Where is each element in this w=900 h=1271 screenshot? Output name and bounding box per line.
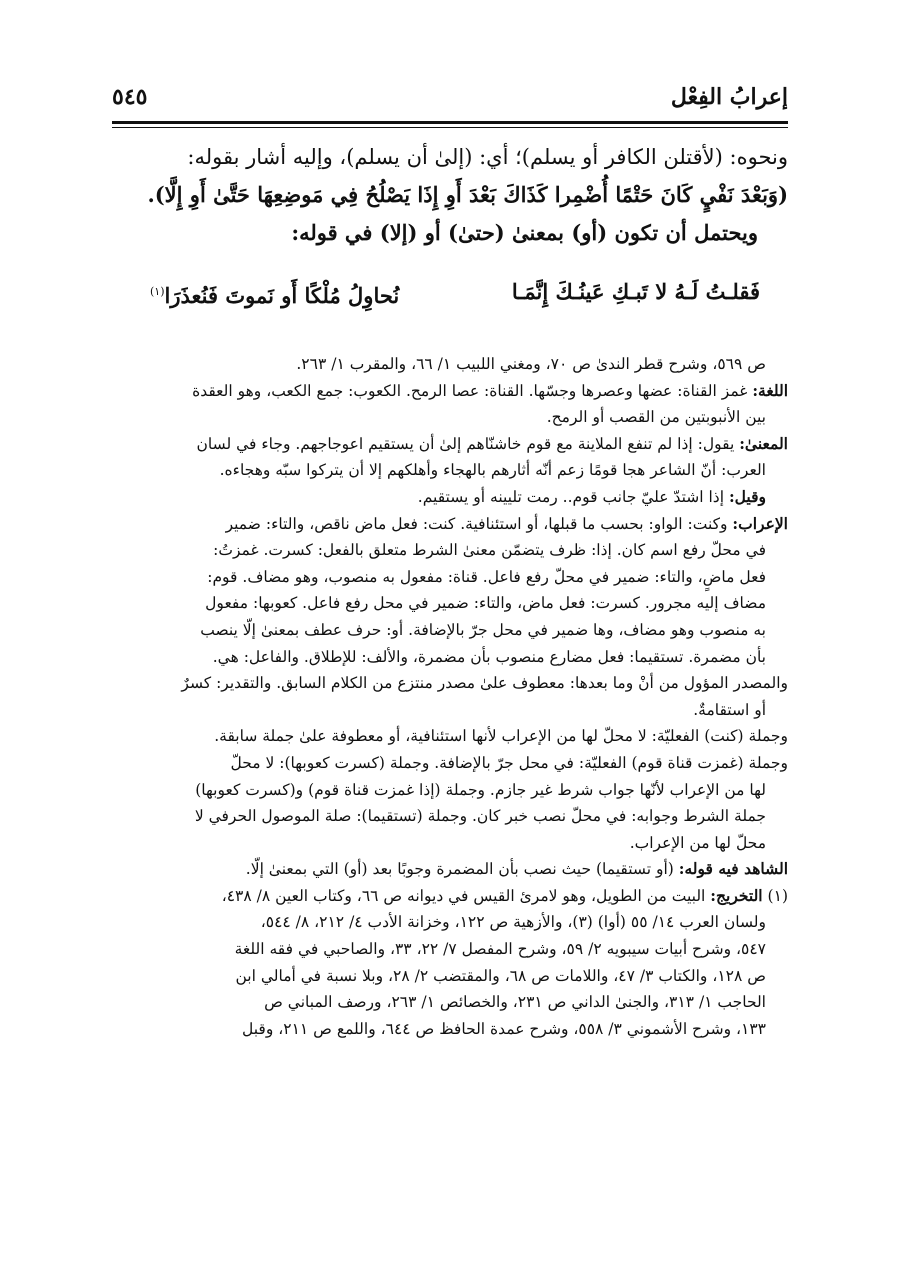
note-takhrij-2: ولسان العرب ١٤/ ٥٥ (أوا) (٣)، والأزهية ص ١٢٢، وخزانة الأدب ٤/ ٢١٢، ٨/ ٥٤٤، xyxy=(260,913,766,932)
note-takhrij-5: الحاجب ١/ ٣١٣، والجنىٰ الداني ص ٢٣١، والخصائص ١/ ٢٦٣، ورصف المباني ص xyxy=(264,993,766,1012)
poem-verse xyxy=(150,272,760,316)
main-text xyxy=(112,138,788,252)
qila-label: وقيل: xyxy=(728,486,766,506)
note-takhrij-6: ١٣٣، وشرح الأشموني ٣/ ٥٥٨، وشرح عمدة الحافظ ص ٦٤٤، واللمع ص ٢١١، وقبل xyxy=(242,1019,766,1038)
note-irab-6: بأن مضمرة. تستقيما: فعل مضارع منصوب بأن مضمرة، والألف: للإطلاق. والفاعل: هي. xyxy=(212,647,766,666)
note-jumla-5: محلّ لها من الإعراب. xyxy=(629,833,766,852)
maana-label: المعنىٰ: xyxy=(739,433,788,453)
note-jumla-4: جملة الشرط وجوابه: في محلّ نصب خبر كان. وجملة (تستقيما): صلة الموصول الحرفي لا xyxy=(194,807,766,826)
note-lugha-2: بين الأنبوبتين من القصب أو الرمح. xyxy=(546,408,766,427)
note-irab-3: فعل ماضٍ، والتاء: ضمير في محلّ رفع فاعل. قناة: مفعول به منصوب، وهو مضاف. قوم: xyxy=(207,567,766,586)
main-line-2-verse: (وَبَعْدَ نَفْيٍ كَانَ حَتْمًا أُضْمِرا كَذَاكَ بَعْدَ أَوِ إِذَا يَصْلُحُ فِي مَوضِعِهَا حَتَّىٰ أَوِ إِلَّا). xyxy=(147,182,788,207)
note-lugha: اللغة: غمز القناة: عضها وعصرها وجسّها. القناة: عصا الرمح. الكعوب: جمع الكعب، وهو العقدة xyxy=(192,380,788,400)
takhrij-label: التخريج: xyxy=(710,885,763,905)
note-takhrij-4: ص ١٢٨، والكتاب ٣/ ٤٧، واللامات ص ٦٨، والمقتضب ٢/ ٢٨، وبلا نسبة في أمالي ابن xyxy=(235,966,766,985)
footnote-number: (١) xyxy=(767,886,788,905)
note-takhrij: (١) التخريج: البيت من الطويل، وهو لامرئ القيس في ديوانه ص ٦٦، وكتاب العين ٨/ ٤٣٨، xyxy=(221,885,788,905)
note-jumla-1: وجملة (كنت) الفعليّة: لا محلّ لها من الإعراب لأنها استئنافية، أو معطوفة علىٰ جملة سابقة. xyxy=(214,727,788,746)
page-number: ٥٤٥ xyxy=(112,84,148,110)
main-line-1: ونحوه: (لأقتلن الكافر أو يسلم)؛ أي: (إلىٰ أن يسلم)، وإليه أشار بقوله: xyxy=(187,145,788,169)
note-maana: المعنىٰ: يقول: إذا لم تنفع الملاينة مع قوم خاشنّاهم إلىٰ أن يستقيم اعوجاجهم. وجاء في لسان xyxy=(196,433,788,453)
shahid-label: الشاهد فيه قوله: xyxy=(678,859,788,879)
note-irab-8: أو استقامةٌ. xyxy=(693,700,766,719)
poem-hemistich-1: فَقلـتُ لَـهُ لا تَبـكِ عَينُـكَ إِنَّمَـا xyxy=(511,279,760,304)
footnotes xyxy=(112,351,788,1042)
irab-label: الإعراب: xyxy=(732,513,788,533)
header-rule-thick xyxy=(112,121,788,124)
note-jumla-3: لها من الإعراب لأنّها جواب شرط غير جازم. وجملة (إذا غمزت قناة قوم) و(كسرت كعوبها) xyxy=(195,780,766,799)
header-rule-thin xyxy=(112,127,788,128)
note-irab-2: في محلّ رفع اسم كان. إذا: ظرف يتضمّن معنىٰ الشرط متعلق بالفعل: كسرت. غمزتُ: xyxy=(213,541,766,560)
note-sources-cont: ص ٥٦٩، وشرح قطر الندىٰ ص ٧٠، ومغني اللبيب ١/ ٦٦، والمقرب ١/ ٢٦٣. xyxy=(296,355,766,373)
note-qila: وقيل: إذا اشتدّ عليّ جانب قوم.. رمت تليينه أو يستقيم. xyxy=(417,486,766,506)
note-takhrij-3: ٥٤٧، وشرح أبيات سيبويه ٢/ ٥٩، وشرح المفصل ٧/ ٢٢، ٣٣، والصاحبي في فقه اللغة xyxy=(234,940,766,959)
note-jumla-2: وجملة (غمزت قناة قوم) الفعليّة: في محل جرّ بالإضافة. وجملة (كسرت كعوبها): لا محلّ xyxy=(230,753,788,772)
note-irab-5: به منصوب وهو مضاف، وها ضمير في محل جرّ بالإضافة. أو: حرف عطف بمعنىٰ إلّا ينصب xyxy=(200,620,766,639)
note-irab-7: والمصدر المؤول من أنْ وما بعدها: معطوف علىٰ مصدر منتزع من الكلام السابق. والتقدير: كسرٌ xyxy=(181,674,788,693)
note-irab: الإعراب: وكنت: الواو: بحسب ما قبلها، أو استئنافية. كنت: فعل ماض ناقص، والتاء: ضمير xyxy=(225,513,788,533)
note-shahid: الشاهد فيه قوله: (أو تستقيما) حيث نصب بأن المضمرة وجوبًا بعد (أو) التي بمعنىٰ إلّا. xyxy=(245,859,788,879)
page-header xyxy=(112,78,788,112)
main-line-3: ويحتمل أن تكون (أو) بمعنىٰ (حتىٰ) أو (إلا) في قوله: xyxy=(291,220,758,245)
footnote-marker: (١) xyxy=(150,285,165,298)
note-irab-4: مضاف إليه مجرور. كسرت: فعل ماض، والتاء: ضمير في محل رفع فاعل. كعوبها: مفعول xyxy=(205,594,766,613)
note-maana-2: العرب: أنّ الشاعر هجا قومًا زعم أنّه أثارهم بالهجاء وأهلكهم إلا أن يتركوا سبّه وهجاءه. xyxy=(219,461,766,480)
lugha-label: اللغة: xyxy=(752,380,788,400)
poem-hemistich-2: نُحاوِلُ مُلْكًا أَو نَموتَ فَنُعذَرَا xyxy=(164,283,400,308)
poem-hemistich-2-wrap xyxy=(150,272,399,316)
running-title: إعرابُ الفِعْل xyxy=(670,84,788,110)
